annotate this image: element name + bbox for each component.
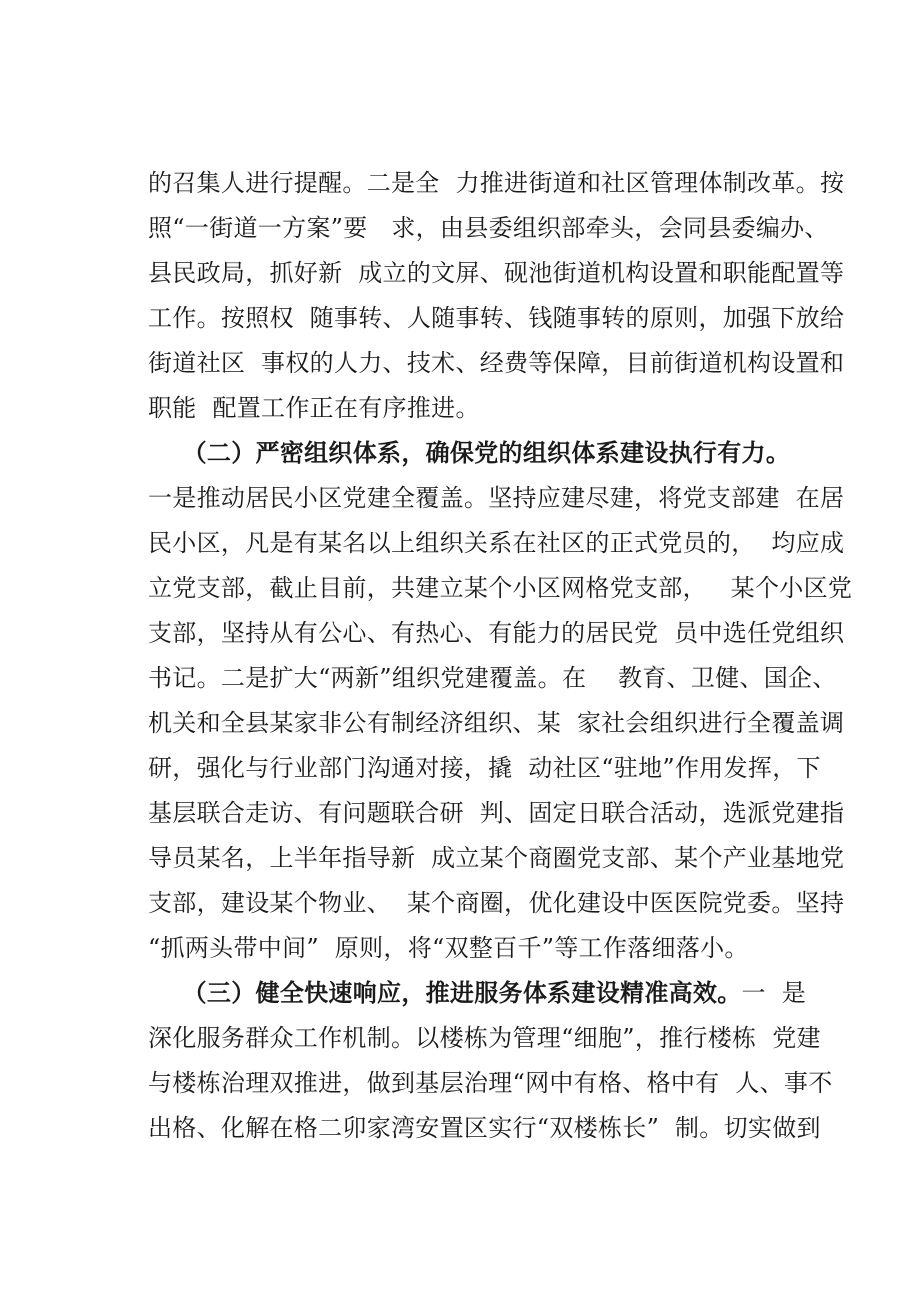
text-line: 书记。二是扩大“两新”组织党建覆盖。在 教育、卫健、国企、 <box>148 664 837 692</box>
text-line: 一是推动居民小区党建全覆盖。坚持应建尽建，将党支部建 在居 <box>148 484 845 512</box>
text-line: 照“一街道一方案”要 求，由县委组织部牵头，会同县委编办、 <box>148 214 829 242</box>
text-line: 职能 配置工作正在有序推进。 <box>148 394 480 422</box>
section-heading-3: （三）健全快速响应，推进服务体系建设精准高效。 <box>148 978 742 1007</box>
text-line: 支部，坚持从有公心、有热心、有能力的居民党 员中选任党组织 <box>148 619 845 647</box>
text-fragment: 一 是 <box>741 979 806 1007</box>
text-line: 民小区，凡是有某名以上组织关系在社区的正式党员的， 均应成 <box>148 529 845 557</box>
section-heading-3-line <box>148 978 808 1008</box>
text-line: 工作。按照权 随事转、人随事转、钱随事转的原则，加强下放给 <box>148 304 845 332</box>
text-line: 街道社区 事权的人力、技术、经费等保障，目前街道机构设置和 <box>148 349 845 377</box>
text-line: 研，强化与行业部门沟通对接，撬 动社区“驻地”作用发挥，下 <box>148 754 821 782</box>
text-line: 县民政局，抓好新 成立的文屏、砚池街道机构设置和职能配置等 <box>148 259 845 287</box>
text-line: 深化服务群众工作机制。以楼栋为管理“细胞”，推行楼栋 党建 <box>148 1024 821 1052</box>
text-line: 基层联合走访、有问题联合研 判、固定日联合活动，选派党建指 <box>148 799 845 827</box>
text-line: 与楼栋治理双推进，做到基层治理“网中有格、格中有 人、事不 <box>148 1069 833 1097</box>
text-line: 的召集人进行提醒。二是全 力推进街道和社区管理体制改革。按 <box>148 169 845 197</box>
text-line: 支部，建设某个物业、 某个商圈，优化建设中医医院党委。坚持 <box>148 889 845 917</box>
section-heading-2: （二）严密组织体系，确保党的组织体系建设执行有力。 <box>148 438 791 467</box>
text-line: “抓两头带中间” 原则，将“双整百千”等工作落细落小。 <box>148 934 749 962</box>
text-line: 立党支部，截止目前，共建立某个小区网格党支部， 某个小区党 <box>148 574 853 602</box>
text-line: 导员某名，上半年指导新 成立某个商圈党支部、某个产业基地党 <box>148 844 845 872</box>
text-line: 出格、化解在格二卯家湾安置区实行“双楼栋长” 制。切实做到 <box>148 1114 821 1142</box>
text-line: 机关和全县某家非公有制经济组织、某 家社会组织进行全覆盖调 <box>148 709 845 737</box>
